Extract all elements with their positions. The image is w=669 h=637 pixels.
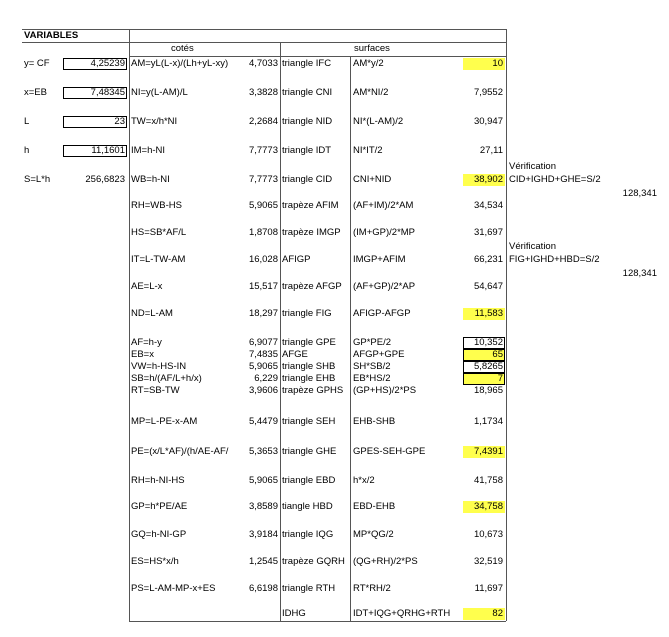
surface-formula: MP*QG/2 [353, 529, 394, 540]
surface-name: triangle SHB [282, 361, 336, 372]
title-underline [22, 42, 129, 43]
verification-title: Vérification [509, 161, 556, 172]
col-divider-d [506, 29, 507, 621]
surface-value: 34,534 [473, 200, 503, 211]
variable-value: 7,48345 [90, 87, 125, 98]
surface-name: triangle GHE [282, 446, 337, 457]
surface-formula: (QG+RH)/2*PS [353, 556, 418, 567]
cotes-header: cotés [171, 43, 194, 54]
cote-formula: EB=x [131, 349, 154, 360]
cote-formula: GP=h*PE/AE [131, 501, 188, 512]
subheader-line [129, 56, 506, 57]
surface-formula: NI*IT/2 [353, 145, 383, 156]
cote-value: 6,229 [254, 373, 278, 384]
cote-value: 18,297 [248, 308, 278, 319]
cote-value: 5,3653 [248, 446, 278, 457]
surface-formula: (AF+GP)/2*AP [353, 281, 416, 292]
cote-value: 3,9184 [248, 529, 278, 540]
surface-name: trapèze AFGP [282, 281, 342, 292]
surface-name: triangle SEH [282, 416, 336, 427]
cote-value: 16,028 [248, 254, 278, 265]
surface-name: IDHG [282, 608, 306, 619]
surface-name: triangle CID [282, 174, 333, 185]
surface-formula: SH*SB/2 [353, 361, 391, 372]
surface-formula: GPES-SEH-GPE [353, 446, 426, 457]
variable-label: L [24, 116, 30, 127]
cote-formula: WB=h-NI [131, 174, 170, 185]
variable-value: 11,1601 [91, 145, 125, 156]
surface-name: triangle IFC [282, 58, 332, 69]
variable-value: 23 [114, 116, 125, 127]
cote-formula: RH=WB-HS [131, 200, 182, 211]
surface-formula: CNI+NID [353, 174, 392, 185]
col-divider-a [129, 29, 130, 621]
variable-value: 256,6823 [85, 174, 125, 185]
variable-label: y= CF [24, 58, 50, 69]
col-divider-c [350, 56, 351, 621]
surface-value: 54,647 [473, 281, 503, 292]
surface-name: triangle IDT [282, 145, 332, 156]
surface-name: triangle GPE [282, 337, 336, 348]
variable-label: x=EB [24, 87, 47, 98]
surface-value: 34,758 [473, 501, 503, 512]
surface-value: 10,352 [473, 337, 503, 348]
surface-name: triangle NID [282, 116, 333, 127]
surface-formula: (AF+IM)/2*AM [353, 200, 414, 211]
surface-value: 10,673 [473, 529, 503, 540]
surface-value: 31,697 [473, 227, 503, 238]
surface-formula: (GP+HS)/2*PS [353, 385, 417, 396]
verification-value: 128,341 [622, 188, 657, 199]
cote-value: 6,9077 [248, 337, 278, 348]
variable-value: 4,25239 [90, 58, 125, 69]
cote-value: 5,9065 [248, 475, 278, 486]
surface-name: trapèze IMGP [282, 227, 341, 238]
surface-formula: NI*(L-AM)/2 [353, 116, 404, 127]
cote-value: 3,9606 [248, 385, 278, 396]
surface-formula: IDT+IQG+QRHG+RTH [353, 608, 451, 619]
verification-title: Vérification [509, 241, 556, 252]
cote-formula: MP=L-PE-x-AM [131, 416, 198, 427]
surface-formula: EBD-EHB [353, 501, 396, 512]
cote-formula: IM=h-NI [131, 145, 166, 156]
surface-value: 7,9552 [473, 87, 503, 98]
cote-formula: AE=L-x [131, 281, 163, 292]
cote-formula: RH=h-NI-HS [131, 475, 185, 486]
surface-formula: (IM+GP)/2*MP [353, 227, 416, 238]
bottom-border [129, 621, 506, 622]
cote-formula: PS=L-AM-MP-x+ES [131, 583, 216, 594]
cote-formula: HS=SB*AF/L [131, 227, 187, 238]
cote-value: 1,8708 [248, 227, 278, 238]
surface-name: AFGE [282, 349, 308, 360]
surface-value: 38,902 [473, 174, 503, 185]
surface-value: 66,231 [473, 254, 503, 265]
variables-title: VARIABLES [24, 30, 79, 41]
verification-formula: CID+IGHD+GHE=S/2 [509, 174, 601, 185]
surface-name: trapèze AFIM [282, 200, 339, 211]
surface-name: triangle EHB [282, 373, 336, 384]
surface-formula: EB*HS/2 [353, 373, 391, 384]
surface-value: 30,947 [473, 116, 503, 127]
surface-value: 82 [492, 608, 503, 619]
verification-value: 128,341 [622, 268, 657, 279]
cote-formula: TW=x/h*NI [131, 116, 178, 127]
cote-value: 4,7033 [248, 58, 278, 69]
cote-formula: NI=y(L-AM)/L [131, 87, 188, 98]
surface-name: triangle IQG [282, 529, 334, 540]
cote-formula: SB=h/(AF/L+h/x) [131, 373, 202, 384]
surface-formula: AM*y/2 [353, 58, 384, 69]
surface-name: triangle EBD [282, 475, 336, 486]
surface-name: trapèze GPHS [282, 385, 344, 396]
cote-value: 7,7773 [248, 145, 278, 156]
cote-formula: AF=h-y [131, 337, 162, 348]
surfaces-header: surfaces [354, 43, 390, 54]
surface-value: 7 [497, 373, 503, 384]
cote-formula: PE=(x/L*AF)/(h/AE-AF/ [131, 446, 229, 457]
surface-value: 11,583 [474, 308, 503, 319]
cote-value: 2,2684 [248, 116, 278, 127]
surface-name: trapèze GQRH [282, 556, 345, 567]
top-border [22, 29, 506, 30]
cote-value: 3,8589 [248, 501, 278, 512]
cote-value: 7,4835 [248, 349, 278, 360]
surface-name: triangle CNI [282, 87, 333, 98]
variable-label: S=L*h [24, 174, 51, 185]
cote-value: 1,2545 [248, 556, 278, 567]
surface-value: 27,11 [479, 145, 503, 156]
cote-formula: VW=h-HS-IN [131, 361, 187, 372]
cote-value: 3,3828 [248, 87, 278, 98]
cote-value: 7,7773 [248, 174, 278, 185]
surface-value: 10 [492, 58, 503, 69]
surface-value: 18,965 [473, 385, 503, 396]
surface-name: triangle FIG [282, 308, 332, 319]
cote-value: 5,9065 [248, 200, 278, 211]
cote-formula: RT=SB-TW [131, 385, 180, 396]
surface-formula: AM*NI/2 [353, 87, 389, 98]
surface-formula: GP*PE/2 [353, 337, 392, 348]
surface-value: 32,519 [473, 556, 503, 567]
surface-value: 41,758 [473, 475, 503, 486]
surface-formula: AFIGP-AFGP [353, 308, 411, 319]
verification-formula: FIG+IGHD+HBD=S/2 [509, 254, 600, 265]
surface-value: 5,8265 [473, 361, 503, 372]
cote-formula: IT=L-TW-AM [131, 254, 186, 265]
surface-formula: h*x/2 [353, 475, 375, 486]
surface-value: 7,4391 [473, 446, 503, 457]
cote-formula: AM=yL(L-x)/(Lh+yL-xy) [131, 58, 229, 69]
surface-value: 1,1734 [473, 416, 503, 427]
surface-value: 65 [492, 349, 503, 360]
cote-value: 15,517 [248, 281, 278, 292]
surface-formula: EHB-SHB [353, 416, 396, 427]
col-divider-b [280, 42, 281, 621]
surface-value: 11,697 [474, 583, 503, 594]
surface-formula: RT*RH/2 [353, 583, 391, 594]
cote-value: 5,9065 [248, 361, 278, 372]
surface-name: tiangle HBD [282, 501, 333, 512]
cote-value: 5,4479 [248, 416, 278, 427]
surface-formula: AFGP+GPE [353, 349, 405, 360]
cote-formula: ND=L-AM [131, 308, 173, 319]
surface-name: AFIGP [282, 254, 311, 265]
cote-value: 6,6198 [248, 583, 278, 594]
surface-name: triangle RTH [282, 583, 336, 594]
cote-formula: GQ=h-NI-GP [131, 529, 187, 540]
cote-formula: ES=HS*x/h [131, 556, 179, 567]
variable-label: h [24, 145, 30, 156]
surface-formula: IMGP+AFIM [353, 254, 406, 265]
